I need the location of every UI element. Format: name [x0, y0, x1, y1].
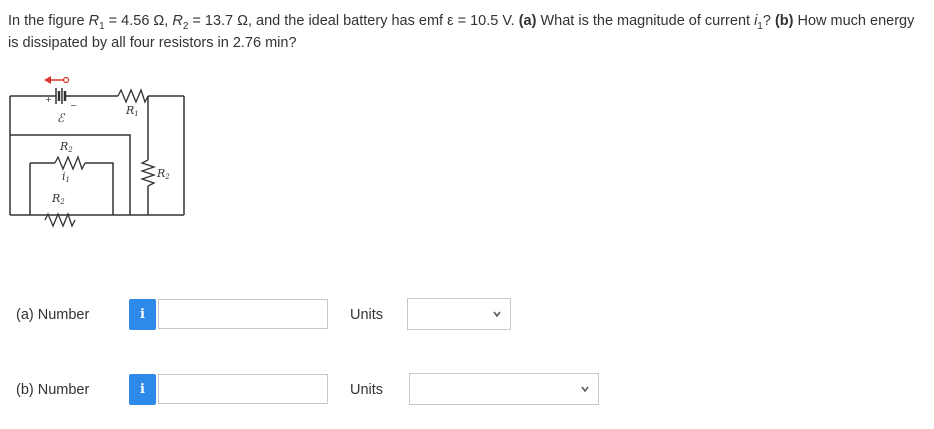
units-label-a: Units — [350, 307, 384, 323]
r2-subscript: 2 — [182, 20, 189, 32]
r2-upper-label: R2 — [60, 140, 73, 154]
units-label-b: Units — [350, 382, 384, 398]
i1-label: i1 — [62, 170, 70, 184]
r1-label: R1 — [126, 104, 139, 118]
i1-subscript: 1 — [757, 20, 763, 32]
resistor-r1 — [118, 90, 148, 102]
number-input-b[interactable] — [158, 374, 328, 404]
r2-bottom-label: R2 — [52, 192, 65, 206]
r1-symbol: R — [88, 13, 100, 29]
chevron-down-icon — [580, 384, 590, 394]
r2-right-label: R2 — [157, 167, 170, 181]
info-icon[interactable]: i — [129, 299, 156, 330]
i1-symbol: i — [754, 13, 758, 29]
part-b-label: (b) — [774, 13, 794, 29]
question-part: = 13.7 Ω, and the ideal battery has emf ε = 10.5 V. — [188, 13, 519, 29]
r1-subscript: 1 — [99, 20, 105, 32]
resistor-r2-upper — [55, 157, 85, 169]
part-a-label: (a) — [518, 13, 537, 29]
circuit-figure — [0, 70, 200, 240]
question-part: = 4.56 Ω, — [104, 13, 173, 29]
number-input-a[interactable] — [158, 299, 328, 329]
question-part: How much energy is dissipated by all four resistors in 2.76 min? — [8, 13, 915, 51]
emf-label: ℰ — [57, 111, 65, 125]
question-part: In the figure — [8, 13, 89, 29]
resistor-r2-right — [142, 160, 154, 186]
battery-plus-sign: + — [45, 95, 52, 104]
info-icon[interactable]: i — [129, 374, 156, 405]
battery-minus-sign: − — [70, 101, 77, 110]
question-part: What is the magnitude of current — [536, 13, 755, 29]
circuit-wires — [10, 96, 184, 215]
units-select-b[interactable] — [409, 373, 599, 405]
units-select-a[interactable] — [407, 298, 511, 330]
resistor-r2-bottom — [45, 214, 75, 226]
row-a-label: (a) Number — [16, 307, 90, 323]
question-part: ? — [762, 13, 775, 29]
question-text — [8, 10, 924, 54]
r2-symbol: R — [172, 13, 183, 29]
row-b-label: (b) Number — [16, 382, 90, 398]
chevron-down-icon — [492, 309, 502, 319]
current-direction-arrow — [44, 76, 69, 84]
